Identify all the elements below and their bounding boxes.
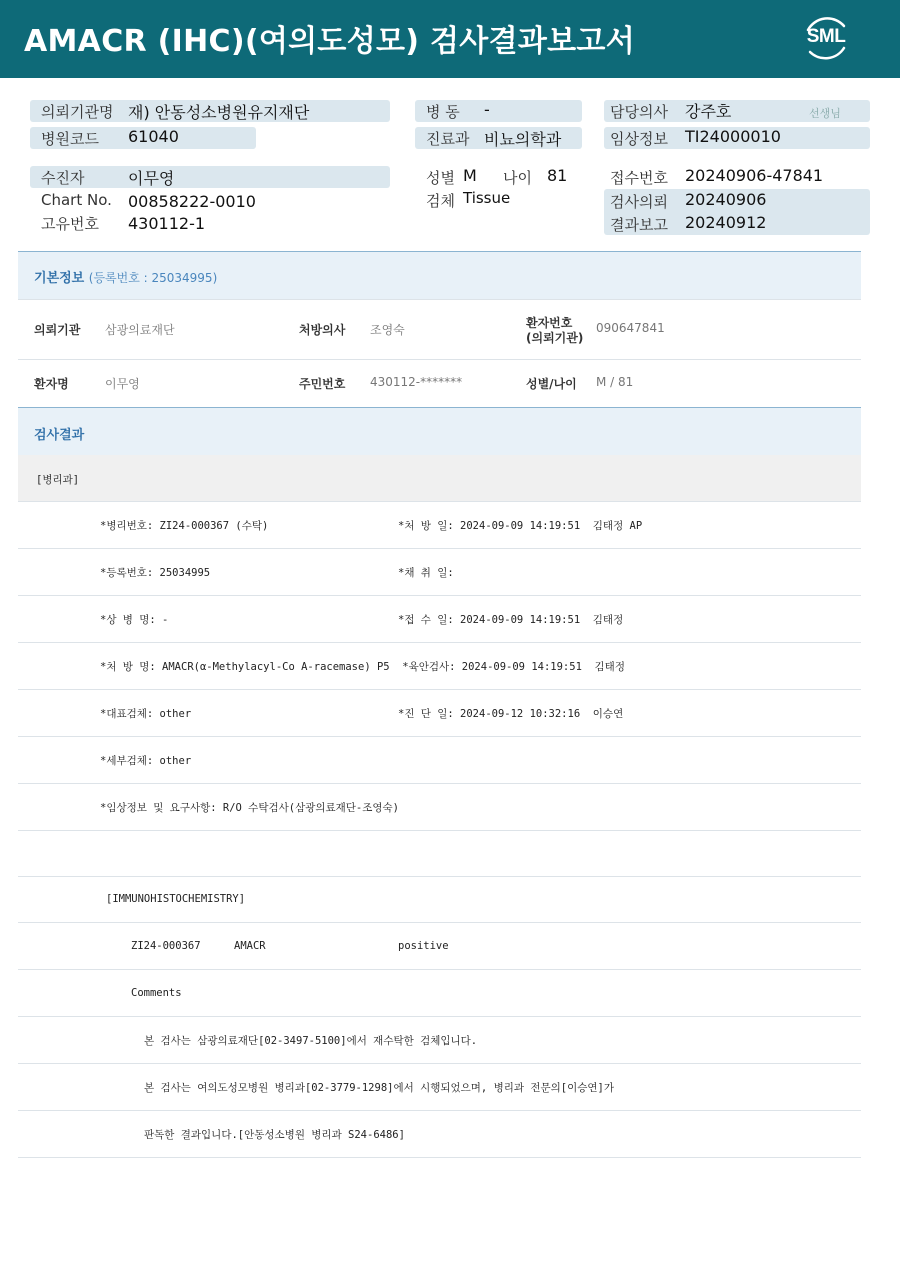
ihc-id: ZI24-000367 — [131, 940, 201, 952]
divider — [18, 736, 861, 737]
requesting-org-value: 재) 안동성소병원유지재단 — [128, 103, 310, 122]
receipt-value: 20240906-47841 — [685, 166, 824, 185]
collection-date: *채 취 일: — [398, 567, 454, 579]
comment-line-1: 본 검사는 삼광의료재단[02-3497-5100]에서 재수탁한 검체입니다. — [144, 1035, 478, 1047]
patient-no-value: 090647841 — [596, 321, 665, 335]
logo-text: SML — [806, 26, 846, 47]
results-header — [18, 407, 861, 455]
requesting-org-label: 의뢰기관명 — [41, 103, 114, 121]
registration-no: *등록번호: 25034995 — [100, 567, 211, 579]
clinical-request: *임상정보 및 요구사항: R/O 수탁검사(삼광의료재단-조영숙) — [100, 802, 400, 814]
request-value: 20240906 — [685, 190, 767, 209]
department-label: [병리과] — [36, 474, 80, 486]
prescription-name: *처 방 명: AMACR(α-Methylacyl-Co A-racemase) P5 *육안검사: 2024-09-09 14:19:51 김태정 — [100, 661, 625, 673]
receipt-label: 접수번호 — [610, 169, 668, 187]
registration-number: (등록번호 : 25034995) — [88, 271, 218, 285]
unique-value: 430112-1 — [128, 214, 206, 233]
department-label: 진료과 — [426, 130, 470, 148]
receipt-date: *접 수 일: 2024-09-09 14:19:51 김태정 — [398, 614, 624, 626]
age-value: 81 — [547, 166, 568, 185]
divider — [18, 548, 861, 549]
prescription-date: *처 방 일: 2024-09-09 14:19:51 김태정 AP — [398, 520, 643, 532]
divider — [18, 299, 861, 300]
report-header — [0, 0, 900, 78]
clinical-info-value: TI24000010 — [685, 127, 781, 146]
divider — [18, 359, 861, 360]
basic-info-header — [18, 251, 861, 299]
request-label: 검사의뢰 — [610, 193, 668, 211]
comment-line-2: 본 검사는 여의도성모병원 병리과[02-3779-1298]에서 시행되었으며, 병리과 전문의[이승연]가 — [144, 1082, 614, 1094]
report-label: 결과보고 — [610, 216, 668, 234]
hospital-code-value: 61040 — [128, 127, 179, 146]
chart-value: 00858222-0010 — [128, 192, 256, 211]
ward-value: - — [484, 100, 490, 119]
department-value: 비뇨의학과 — [484, 130, 562, 149]
divider — [18, 642, 861, 643]
divider — [18, 595, 861, 596]
doctor-suffix: 선생님 — [809, 107, 841, 120]
clinical-info-label: 임상정보 — [610, 130, 668, 148]
doctor-value: 강주호 — [685, 102, 732, 121]
divider — [18, 1157, 861, 1158]
rrn-value: 430112-******* — [370, 375, 463, 389]
sexage-label: 성별/나이 — [526, 377, 577, 391]
patient-no-label-1: 환자번호 — [526, 316, 573, 330]
specimen-label: 검체 — [426, 192, 455, 210]
pathology-number: *병리번호: ZI24-000367 (수탁) — [100, 520, 269, 532]
basic-info-title — [34, 267, 217, 286]
sex-value: M — [463, 166, 477, 185]
org-value: 삼광의료재단 — [105, 323, 175, 337]
ihc-result: positive — [398, 940, 449, 952]
diagnosis-name: *상 병 명: - — [100, 614, 169, 626]
report-value: 20240912 — [685, 213, 767, 232]
divider — [18, 501, 861, 502]
unique-label: 고유번호 — [41, 215, 99, 233]
patient-label: 수진자 — [41, 169, 85, 187]
representative-specimen: *대표검체: other — [100, 708, 192, 720]
chart-label: Chart No. — [41, 191, 112, 209]
divider — [18, 1016, 861, 1017]
divider — [18, 689, 861, 690]
report-title: AMACR (IHC)(여의도성모) 검사결과보고서 — [24, 24, 635, 59]
sml-logo — [800, 12, 852, 64]
results-title: 검사결과 — [34, 428, 85, 443]
divider — [18, 1063, 861, 1064]
doctor-label: 담당의사 — [610, 103, 668, 121]
divider — [18, 783, 861, 784]
basic-info-title-text: 기본정보 — [34, 271, 85, 286]
divider — [18, 876, 861, 877]
department-band — [18, 455, 861, 502]
hospital-code-label: 병원코드 — [41, 130, 99, 148]
divider — [18, 830, 861, 831]
prescriber-label: 처방의사 — [299, 323, 346, 337]
comments-label: Comments — [131, 987, 182, 999]
comment-line-3: 판독한 결과입니다.[안동성소병원 병리과 S24-6486] — [144, 1129, 405, 1141]
patient-no-label-2: (의뢰기관) — [526, 331, 584, 345]
patient-value: 이무영 — [128, 169, 175, 188]
ward-label: 병 동 — [426, 103, 460, 121]
age-label: 나이 — [503, 169, 532, 187]
diagnosis-date: *진 단 일: 2024-09-12 10:32:16 이승연 — [398, 708, 624, 720]
divider — [18, 969, 861, 970]
org-label: 의뢰기관 — [34, 323, 81, 337]
divider — [18, 1110, 861, 1111]
ihc-marker: AMACR — [234, 940, 266, 952]
specimen-value: Tissue — [463, 189, 511, 207]
sex-label: 성별 — [426, 169, 455, 187]
sexage-value: M / 81 — [596, 375, 634, 389]
ihc-header: [IMMUNOHISTOCHEMISTRY] — [106, 893, 246, 905]
prescriber-value: 조영숙 — [370, 323, 405, 337]
divider — [18, 922, 861, 923]
name-value: 이무영 — [105, 377, 140, 391]
rrn-label: 주민번호 — [299, 377, 346, 391]
name-label: 환자명 — [34, 377, 69, 391]
detail-specimen: *세부검체: other — [100, 755, 192, 767]
